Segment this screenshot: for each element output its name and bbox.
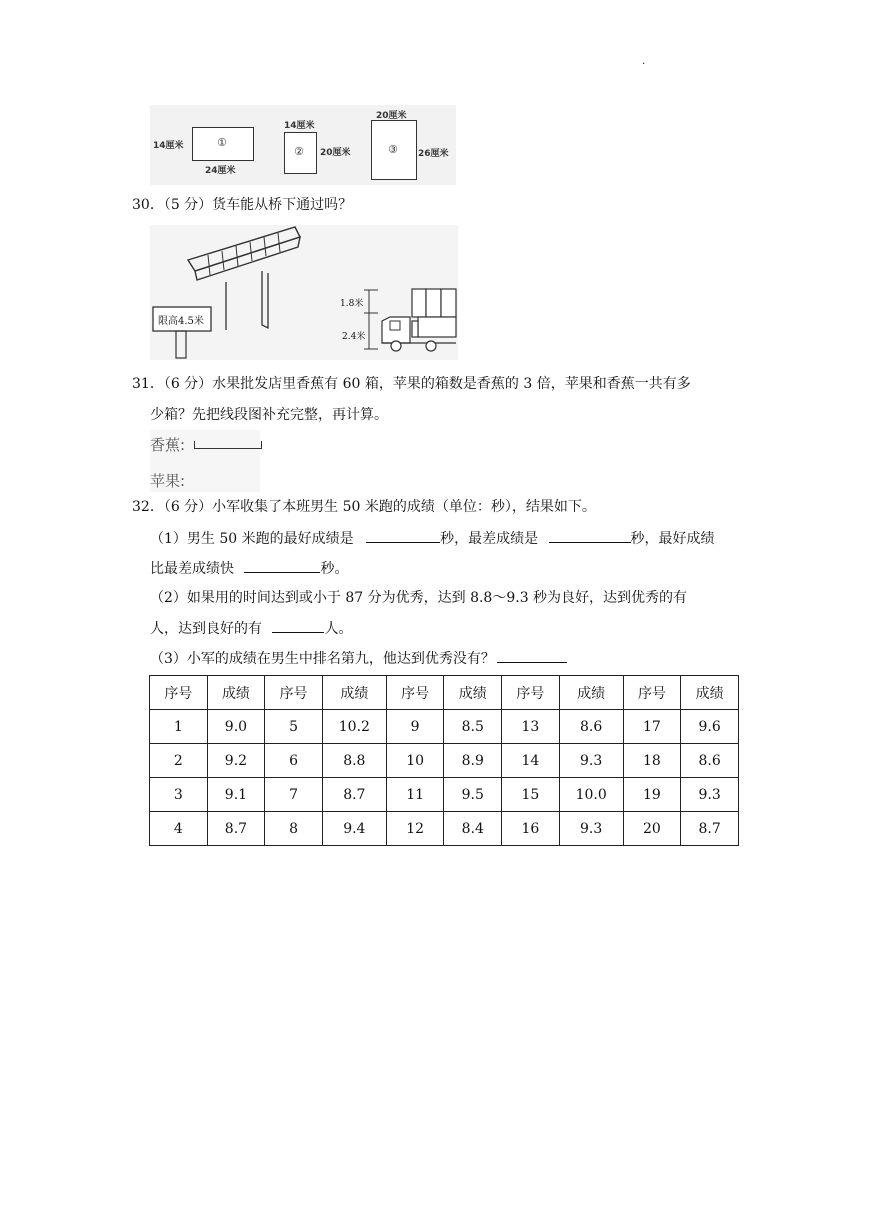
- table-row: [150, 778, 739, 812]
- q32-p1d: 比最差成绩快: [150, 561, 234, 577]
- rectangle-2-top-label: 14厘米: [284, 121, 315, 131]
- excellent-answer-blank[interactable]: [497, 648, 567, 663]
- q32-p3: （3）小军的成绩在男生中排名第九，他达到优秀没有？: [150, 651, 495, 667]
- apple-label: 苹果:: [150, 472, 186, 490]
- difference-blank[interactable]: [244, 558, 320, 573]
- rectangle-1-number: ①: [217, 136, 227, 149]
- table-cell: 8.7: [207, 812, 265, 846]
- table-cell: 8.6: [559, 710, 623, 744]
- table-cell: 18: [623, 744, 681, 778]
- header-cell: 序号: [386, 676, 444, 710]
- q32-part1-line1: [150, 528, 715, 549]
- best-time-blank[interactable]: [366, 528, 440, 543]
- header-cell: 成绩: [559, 676, 623, 710]
- table-cell: 8.4: [444, 812, 502, 846]
- q30-text: 30．（5 分）货车能从桥下通过吗？: [132, 197, 353, 213]
- segment-diagram: [150, 430, 260, 492]
- bridge-truck-drawing: [150, 225, 458, 360]
- header-cell: 序号: [150, 676, 208, 710]
- table-cell: 10: [386, 744, 444, 778]
- rectangle-3-top-label: 20厘米: [376, 111, 407, 121]
- table-cell: 9.4: [322, 812, 386, 846]
- table-cell: 10.0: [559, 778, 623, 812]
- table-row: [150, 744, 739, 778]
- good-count-blank[interactable]: [272, 618, 324, 633]
- dimension-top-label: 1.8米: [340, 299, 364, 309]
- table-cell: 10.2: [322, 710, 386, 744]
- table-row: [150, 710, 739, 744]
- table-cell: 16: [502, 812, 560, 846]
- table-cell: 15: [502, 778, 560, 812]
- header-cell: 成绩: [444, 676, 502, 710]
- table-cell: 9.6: [681, 710, 739, 744]
- height-limit-sign: 限高4.5米: [158, 316, 204, 327]
- table-cell: 6: [265, 744, 323, 778]
- table-cell: 8: [265, 812, 323, 846]
- header-cell: 成绩: [207, 676, 265, 710]
- table-cell: 9.3: [559, 812, 623, 846]
- table-cell: 2: [150, 744, 208, 778]
- table-cell: 9.5: [444, 778, 502, 812]
- table-cell: 9.0: [207, 710, 265, 744]
- q32-p2a: （2）如果用的时间达到或小于 87 分为优秀，达到 8.8～9.3 秒为良好，达到优秀的有: [150, 590, 688, 606]
- table-cell: 13: [502, 710, 560, 744]
- table-cell: 8.5: [444, 710, 502, 744]
- results-table: [149, 675, 739, 846]
- header-cell: 序号: [623, 676, 681, 710]
- header-cell: 序号: [502, 676, 560, 710]
- table-cell: 19: [623, 778, 681, 812]
- q32-part2-line2: [150, 618, 352, 639]
- header-cell: 成绩: [681, 676, 739, 710]
- table-cell: 1: [150, 710, 208, 744]
- q32-p1a: （1）男生 50 米跑的最好成绩是: [150, 531, 354, 547]
- q32-part1-line2: [150, 558, 348, 579]
- q32-p2c: 人。: [324, 621, 353, 637]
- q32-intro: 32．（6 分）小军收集了本班男生 50 米跑的成绩（单位：秒），结果如下。: [132, 499, 596, 515]
- table-header-row: [150, 676, 739, 710]
- worst-time-blank[interactable]: [549, 528, 631, 543]
- bridge-truck-figure: [150, 225, 458, 360]
- table-cell: 17: [623, 710, 681, 744]
- table-cell: 8.6: [681, 744, 739, 778]
- table-cell: 8.8: [322, 744, 386, 778]
- table-cell: 9: [386, 710, 444, 744]
- rectangle-3-side-label: 26厘米: [418, 149, 449, 159]
- table-cell: 9.3: [681, 778, 739, 812]
- table-cell: 9.3: [559, 744, 623, 778]
- rectangle-1-bottom-label: 24厘米: [205, 166, 236, 176]
- table-cell: 5: [265, 710, 323, 744]
- q32-p1e: 秒。: [320, 561, 349, 577]
- table-row: [150, 812, 739, 846]
- header-dot: .: [642, 56, 646, 67]
- table-cell: 8.7: [681, 812, 739, 846]
- table-cell: 20: [623, 812, 681, 846]
- rectangle-2-side-label: 20厘米: [320, 148, 351, 158]
- q32-part3: [150, 648, 567, 669]
- dimension-bottom-label: 2.4米: [342, 332, 366, 342]
- banana-label: 香蕉:: [150, 436, 186, 454]
- table-cell: 4: [150, 812, 208, 846]
- table-cell: 7: [265, 778, 323, 812]
- q32-p1b: 秒，最差成绩是: [440, 531, 539, 547]
- table-cell: 11: [386, 778, 444, 812]
- table-cell: 9.2: [207, 744, 265, 778]
- q31-line2: 少箱？先把线段图补充完整，再计算。: [150, 407, 388, 423]
- rectangle-3-number: ③: [388, 143, 398, 156]
- header-cell: 成绩: [322, 676, 386, 710]
- table-cell: 8.9: [444, 744, 502, 778]
- table-cell: 3: [150, 778, 208, 812]
- table-cell: 12: [386, 812, 444, 846]
- banana-segment: [194, 441, 262, 449]
- rectangle-2-number: ②: [294, 145, 304, 158]
- table-cell: 8.7: [322, 778, 386, 812]
- q32-p1c: 秒，最好成绩: [630, 531, 715, 547]
- q31-line1: 31．（6 分）水果批发店里香蕉有 60 箱，苹果的箱数是香蕉的 3 倍，苹果和香蕉一共有多: [132, 376, 691, 392]
- rectangle-1-side-label: 14厘米: [153, 141, 184, 151]
- header-cell: 序号: [265, 676, 323, 710]
- rectangles-figure: [150, 105, 456, 185]
- q32-p2b: 人，达到良好的有: [150, 621, 262, 637]
- table-cell: 14: [502, 744, 560, 778]
- table-cell: 9.1: [207, 778, 265, 812]
